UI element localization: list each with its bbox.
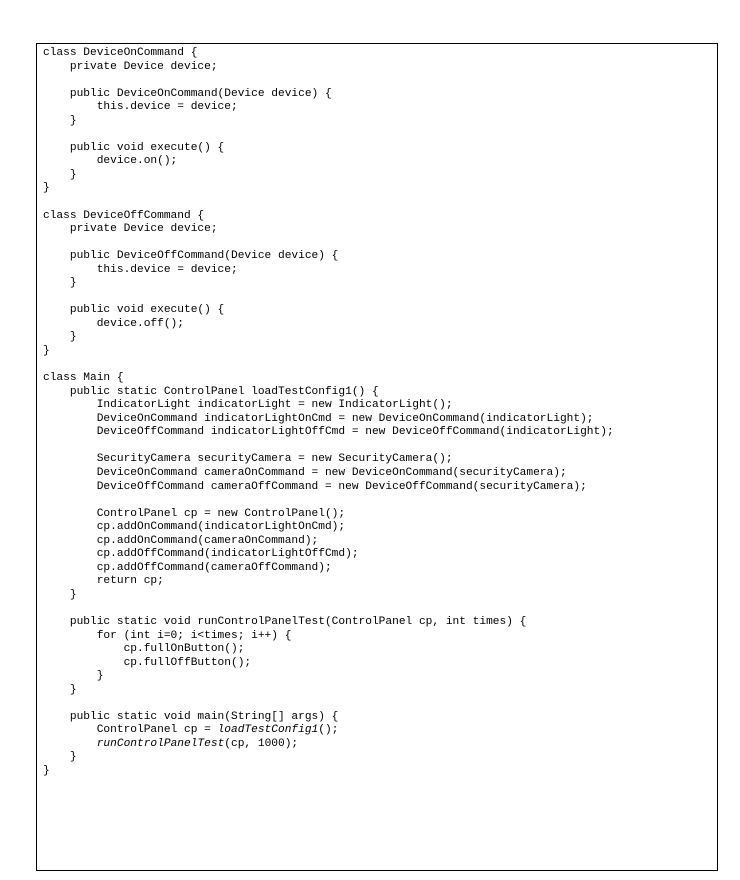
code-line	[43, 535, 717, 549]
code-line	[43, 738, 717, 752]
code-text: }	[43, 331, 77, 344]
code-text: public static void main(String[] args) {	[43, 710, 339, 723]
code-text: for (int i=0; i<times; i++) {	[43, 629, 292, 642]
code-line	[43, 345, 717, 359]
code-line	[43, 223, 717, 237]
code-text: this.device = device;	[43, 101, 238, 114]
code-line	[43, 616, 717, 630]
code-text: device.on();	[43, 155, 178, 168]
code-text: SecurityCamera securityCamera = new SecurityCamera();	[43, 453, 453, 466]
code-line	[43, 304, 717, 318]
code-line	[43, 589, 717, 603]
code-text: class Main {	[43, 372, 124, 385]
code-line	[43, 61, 717, 75]
code-text: cp.fullOnButton();	[43, 643, 245, 656]
code-text: this.device = device;	[43, 263, 238, 276]
code-text: }	[43, 114, 77, 127]
code-line	[43, 331, 717, 345]
code-text: private Device device;	[43, 223, 218, 236]
code-text: DeviceOffCommand indicatorLightOffCmd = new DeviceOffCommand(indicatorLight);	[43, 426, 614, 439]
code-line	[43, 670, 717, 684]
code-text: return cp;	[43, 575, 164, 588]
code-line	[43, 155, 717, 169]
code-line	[43, 453, 717, 467]
code-text: cp.addOffCommand(indicatorLightOffCmd);	[43, 548, 359, 561]
code-line	[43, 250, 717, 264]
code-line	[43, 101, 717, 115]
code-line	[43, 399, 717, 413]
code-text: public DeviceOnCommand(Device device) {	[43, 87, 332, 100]
code-line	[43, 196, 717, 210]
code-text: (cp, 1000);	[224, 737, 299, 750]
code-line	[43, 359, 717, 373]
code-text: }	[43, 588, 77, 601]
code-line	[43, 440, 717, 454]
code-line	[43, 413, 717, 427]
code-line	[43, 697, 717, 711]
code-text: DeviceOffCommand cameraOffCommand = new DeviceOffCommand(securityCamera);	[43, 480, 587, 493]
code-line	[43, 372, 717, 386]
code-line	[43, 481, 717, 495]
code-text: ();	[318, 724, 339, 737]
code-line	[43, 291, 717, 305]
code-line	[43, 182, 717, 196]
code-text: DeviceOnCommand indicatorLightOnCmd = new DeviceOnCommand(indicatorLight);	[43, 412, 594, 425]
code-text: }	[43, 764, 50, 777]
code-line	[43, 508, 717, 522]
code-text: device.off();	[43, 317, 184, 330]
code-text: public static ControlPanel loadTestConfig1() {	[43, 385, 379, 398]
code-identifier-italic: loadTestConfig1	[217, 724, 319, 737]
code-line	[43, 494, 717, 508]
code-line	[43, 128, 717, 142]
code-line	[43, 467, 717, 481]
code-line	[43, 765, 717, 779]
code-text: }	[43, 751, 77, 764]
code-text: ControlPanel cp = new ControlPanel();	[43, 507, 346, 520]
code-line	[43, 88, 717, 102]
code-listing	[36, 43, 718, 871]
code-line	[43, 277, 717, 291]
code-line	[43, 210, 717, 224]
code-text: cp.fullOffButton();	[43, 656, 252, 669]
code-line	[43, 751, 717, 765]
code-line	[43, 521, 717, 535]
code-text	[43, 738, 97, 750]
code-text: cp.addOnCommand(indicatorLightOnCmd);	[43, 521, 346, 534]
code-line	[43, 602, 717, 616]
code-line	[43, 386, 717, 400]
code-text: class DeviceOffCommand {	[43, 209, 205, 222]
code-line	[43, 711, 717, 725]
code-text: }	[43, 345, 50, 358]
code-line	[43, 548, 717, 562]
code-line	[43, 426, 717, 440]
code-line	[43, 562, 717, 576]
code-line	[43, 142, 717, 156]
code-text: cp.addOnCommand(cameraOnCommand);	[43, 534, 319, 547]
code-text: }	[43, 168, 77, 181]
code-text: }	[43, 182, 50, 195]
code-line	[43, 684, 717, 698]
code-text: IndicatorLight indicatorLight = new IndicatorLight();	[43, 399, 453, 412]
code-text: }	[43, 277, 77, 290]
code-line	[43, 264, 717, 278]
code-text: class DeviceOnCommand {	[43, 47, 198, 59]
code-line	[43, 115, 717, 129]
code-text: public DeviceOffCommand(Device device) {	[43, 250, 339, 263]
code-line	[43, 237, 717, 251]
code-line	[43, 724, 717, 738]
code-line	[43, 169, 717, 183]
code-text: ControlPanel cp =	[43, 724, 218, 737]
code-line	[43, 318, 717, 332]
code-text: DeviceOnCommand cameraOnCommand = new DeviceOnCommand(securityCamera);	[43, 466, 567, 479]
code-text: public void execute() {	[43, 304, 225, 317]
code-text: }	[43, 670, 104, 683]
code-text: }	[43, 683, 77, 696]
code-line	[43, 657, 717, 671]
code-line	[43, 575, 717, 589]
code-line	[43, 47, 717, 61]
code-line	[43, 630, 717, 644]
code-text: cp.addOffCommand(cameraOffCommand);	[43, 561, 332, 574]
code-line	[43, 643, 717, 657]
code-text: public void execute() {	[43, 141, 225, 154]
code-text: public static void runControlPanelTest(ControlPanel cp, int times) {	[43, 615, 527, 628]
code-line	[43, 74, 717, 88]
code-text: private Device device;	[43, 60, 218, 73]
code-identifier-italic: runControlPanelTest	[96, 737, 225, 750]
